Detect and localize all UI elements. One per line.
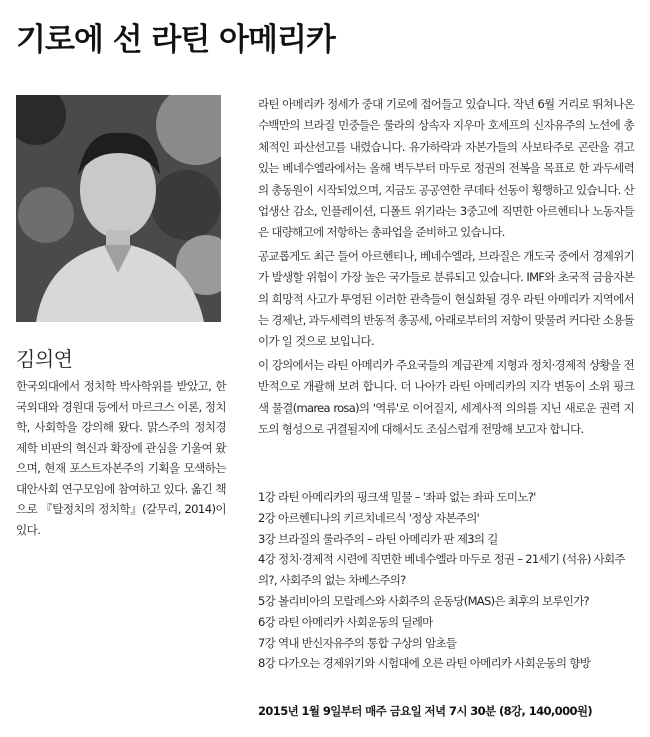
paragraph: 이 강의에서는 라틴 아메리카 주요국들의 계급관계 지형과 정치·경제적 상황을 전반적으로 개괄해 보려 합니다. 더 나아가 라틴 아메리카의 지각 변동이 소위 핑크색 물결(marea rosa)의 '역류'로 이어질지, 세계사적 의의를 지닌 새로운 권력 지도의 형성으로 귀결될지에 대해서도 조심스럽게 전망해 보고자 합니다. xyxy=(258,357,634,437)
schedule-info: 2015년 1월 9일부터 매주 금요일 저녁 7시 30분 (8강, 140,000원) xyxy=(258,704,593,718)
author-bio: 한국외대에서 정치학 박사학위를 받았고, 한국외대와 경원대 등에서 마르크스 이론, 정치학, 사회학을 강의해 왔다. 맑스주의 정치경제학 비판의 혁신과 확장에 관심을 기울여 왔으며, 현재 포스트자본주의 기획을 모색하는 대안사회 연구모임에 참여하고 있다. 옮긴 책으로 『탈정치의 정치학』(갈무리, 2014)이 있다. xyxy=(16,379,226,537)
lecture-item: 3강 브라질의 룰라주의 – 라틴 아메리카 판 제3의 길 xyxy=(258,531,498,546)
lecture-list xyxy=(258,487,638,674)
author-name: 김의연 xyxy=(16,347,73,371)
lecture-item: 5강 볼리비아의 모랄레스와 사회주의 운동당(MAS)은 최후의 보루인가? xyxy=(258,593,589,608)
lecture-item: 6강 라틴 아메리카 사회운동의 딜레마 xyxy=(258,614,433,629)
lecture-item: 8강 다가오는 경제위기와 시험대에 오른 라틴 아메리카 사회운동의 향방 xyxy=(258,656,591,671)
paragraph: 공교롭게도 최근 들어 아르헨티나, 베네수엘라, 브라질은 개도국 중에서 경제위기가 발생할 위험이 가장 높은 국가들로 분류되고 있습니다. IMF와 초국적 금융자본의 희망적 사고가 투영된 이러한 관측들이 현실화될 경우 라틴 아메리카 지역에서는 경제난, 과두세력의 반동적 총공세, 아래로부터의 저항이 맞물려 커다란 소용돌이가 일 것으로 보입니다. xyxy=(258,248,635,349)
author-portrait-image xyxy=(16,95,221,322)
lecture-item: 7강 역내 반신자유주의 통합 구상의 암초들 xyxy=(258,635,457,650)
lecture-item: 4강 정치·경제적 시련에 직면한 베네수엘라 마두로 정권 – 21세기 (석유) 사회주의?, 사회주의 없는 차베스주의? xyxy=(258,552,625,588)
page-title: 기로에 선 라틴 아메리카 xyxy=(16,22,335,58)
paragraph: 라틴 아메리카 정세가 중대 기로에 접어들고 있습니다. 작년 6월 거리로 뛰쳐나온 수백만의 브라질 민중들은 룰라의 상속자 지우마 호세프의 신자유주의 노선에 총체적인 파산선고를 내렸습니다. 유가하락과 자본가들의 사보타주로 곤란을 겪고 있는 베네수엘라에서는 올해 벽두부터 마두로 정권의 전복을 목표로 한 과두세력의 총동원이 시작되었으며, 지금도 공공연한 쿠데타 선동이 횡행하고 있습니다. 산업생산 감소, 인플레이션, 디폴트 위기라는 3중고에 직면한 아르헨티나 노동자들은 대량해고에 저항하는 총파업을 준비하고 있습니다. xyxy=(258,97,635,240)
author-photo xyxy=(16,95,221,322)
lecture-item: 2강 아르헨티나의 키르치네르식 '정상 자본주의' xyxy=(258,510,480,525)
course-description xyxy=(258,94,634,443)
lecture-item: 1강 라틴 아메리카의 핑크색 밀물 – '좌파 없는 좌파 도미노?' xyxy=(258,490,536,504)
